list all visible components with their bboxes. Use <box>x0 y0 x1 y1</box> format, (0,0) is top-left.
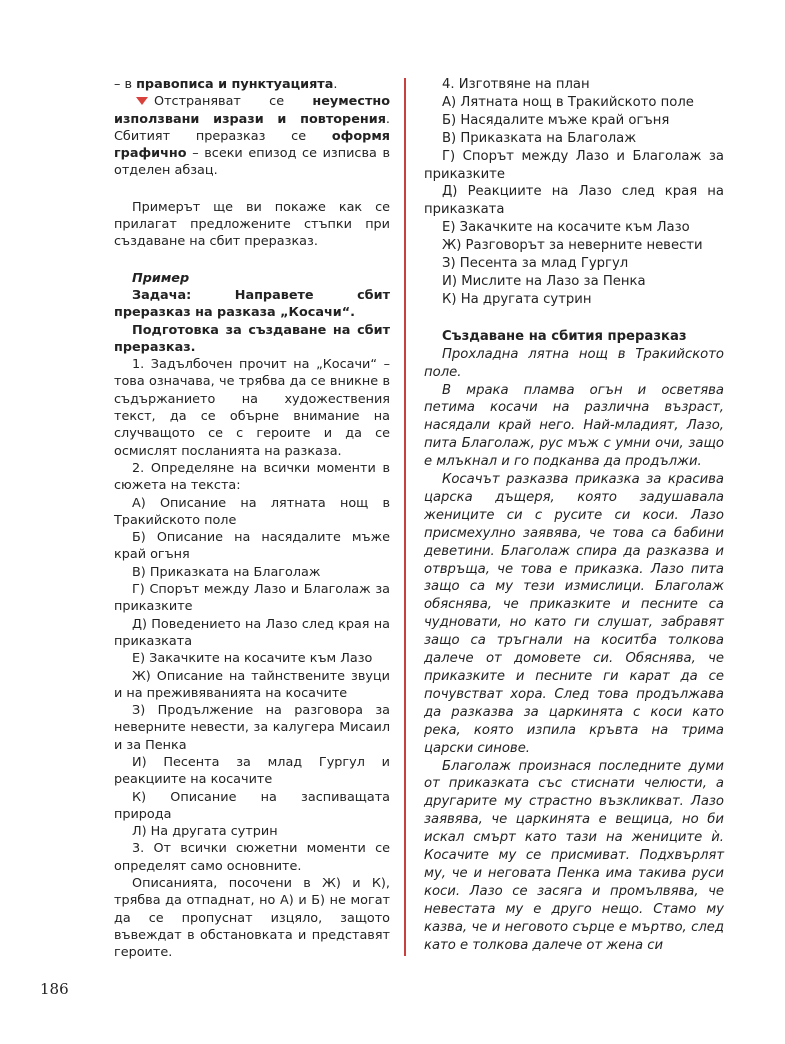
moment-item: Ж) Описание на тайнствените звуци и на преживяванията на косачите <box>114 668 390 701</box>
retelling-paragraph: Косачът разказва приказка за красива царска дъщеря, която задушавала жениците си с русите си коси. Лазо присмехулно заявява, че това са бабини деветини. Благолаж спира да разказва и отвръща, че това е приказка. Лазо пита защо са му тези измислици. Благолаж обяснява, че приказките и песните са чудновати, но като ги слушат, забравят защо са тръгнали на коситба толкова далече от домовете си. Обяснява, че приказките и песните ги карат да се почувстват хора. След това продължава да разказва за царкинята с коси като река, която изпила кръвта на трима царски синове. <box>424 472 724 756</box>
moment-item: Б) Описание на насядалите мъже край огъня <box>114 530 390 563</box>
text: Отстраняват се <box>154 94 313 110</box>
plan-item: Е) Закачките на косачите към Лазо <box>442 220 690 236</box>
moment-item: А) Описание на лятната нощ в Тракийското поле <box>114 495 390 528</box>
text: . Сбитият преразказ се <box>114 111 390 144</box>
moment-item: З) Продължение на разговора за неверните невести, за калугера Мисаил и за Пенка <box>114 703 390 753</box>
plan-item: В) Приказката на Благолаж <box>442 130 637 146</box>
plan-item: Д) Реакциите на Лазо след края на приказката <box>424 184 724 218</box>
moment-item: И) Песента за млад Гургул и реакциите на косачите <box>114 754 390 788</box>
moment-item: К) Описание на заспиващата природа <box>114 789 390 822</box>
plan-item: К) На другата сутрин <box>442 291 592 307</box>
plan-item: Ж) Разговорът за неверните невести <box>442 238 703 254</box>
text: – в <box>114 77 137 92</box>
task-text: Задача: Направете сбит преразказ на разказа „Косачи“. <box>114 287 390 321</box>
retelling-paragraph: Благолаж произнася последните думи от приказката със стиснати челюсти, а другарите му страстно възкликват. Лазо заявява, че царкинята е вещица, но би искал смърт като тази на жениците ѝ. Косачите му се присмиват. Подхвърлят му, че и неговата Пенка има такива руси коси. Лазо се засяга и промълвява, че невестата му е друго нещо. Стамо му казва, че и неговото сърце е мъртво, след като е толкова далече от жена си <box>424 758 724 953</box>
retelling-paragraph: Прохладна лятна нощ в Тракийското поле. <box>424 346 724 380</box>
plan-item: А) Лятната нощ в Тракийското поле <box>442 94 694 110</box>
moment-item: В) Приказката на Благолаж <box>132 564 321 580</box>
left-column <box>114 76 390 962</box>
step-3-details: Описанията, посочени в Ж) и К), трябва да отпаднат, но А) и Б) не могат да се пропуснат изцяло, защото въвеждат в обстановката и представят героите. <box>114 876 390 961</box>
text: . <box>333 77 338 92</box>
moment-item: Г) Спорът между Лазо и Благолаж за приказките <box>114 582 390 615</box>
moment-item: Е) Закачките на косачите към Лазо <box>132 651 373 667</box>
bold-text: оформя графично <box>114 128 390 162</box>
step-1: 1. Задълбочен прочит на „Косачи“ – това означава, че трябва да се вникне в съдържанието на художествения текст, да се обърне внимание на случващото се с героите и да се осмислят посланията на разказа. <box>114 357 390 459</box>
bold-text: неуместно използвани изрази и повторения <box>114 94 390 127</box>
column-divider <box>404 78 406 956</box>
triangle-bullet-icon <box>136 97 148 105</box>
plan-item: З) Песента за млад Гургул <box>442 256 629 272</box>
moment-item: Д) Поведението на Лазо след края на приказката <box>114 616 390 649</box>
paragraph-remove <box>114 93 390 179</box>
step-3: 3. От всички сюжетни моменти се определят само основните. <box>114 841 390 874</box>
prep-text: Подготовка за създаване на сбит преразказ. <box>114 322 390 355</box>
bold-text: правописа и пунктуацията <box>136 77 334 92</box>
moment-item: Л) На другата сутрин <box>132 824 278 840</box>
plan-item: И) Мислите на Лазо за Пенка <box>442 273 646 289</box>
example-heading: Пример <box>132 270 190 286</box>
paragraph-example-intro: Примерът ще ви покаже как се прилагат предложените стъпки при създаване на сбит преразказ. <box>114 199 390 250</box>
retelling-heading: Създаване на сбития преразказ <box>442 328 687 344</box>
paragraph-spelling <box>114 76 390 93</box>
plan-item: Б) Насядалите мъже край огъня <box>442 112 670 128</box>
text: – всеки епизод се изписва в отделен абзац. <box>114 146 390 179</box>
retelling-paragraph: В мрака пламва огън и осветява петима косачи на различна възраст, насядали край него. Най-младият, Лазо, пита Благолаж, рус мъж с умни очи, защо е млъкнал и го подканва да продължи. <box>424 382 724 470</box>
page-number: 186 <box>40 980 69 998</box>
right-column <box>424 76 724 955</box>
plan-heading: 4. Изготвяне на план <box>442 77 590 92</box>
step-2: 2. Определяне на всички моменти в сюжета на текста: <box>114 460 390 494</box>
plan-item: Г) Спорът между Лазо и Благолаж за приказките <box>424 148 724 182</box>
